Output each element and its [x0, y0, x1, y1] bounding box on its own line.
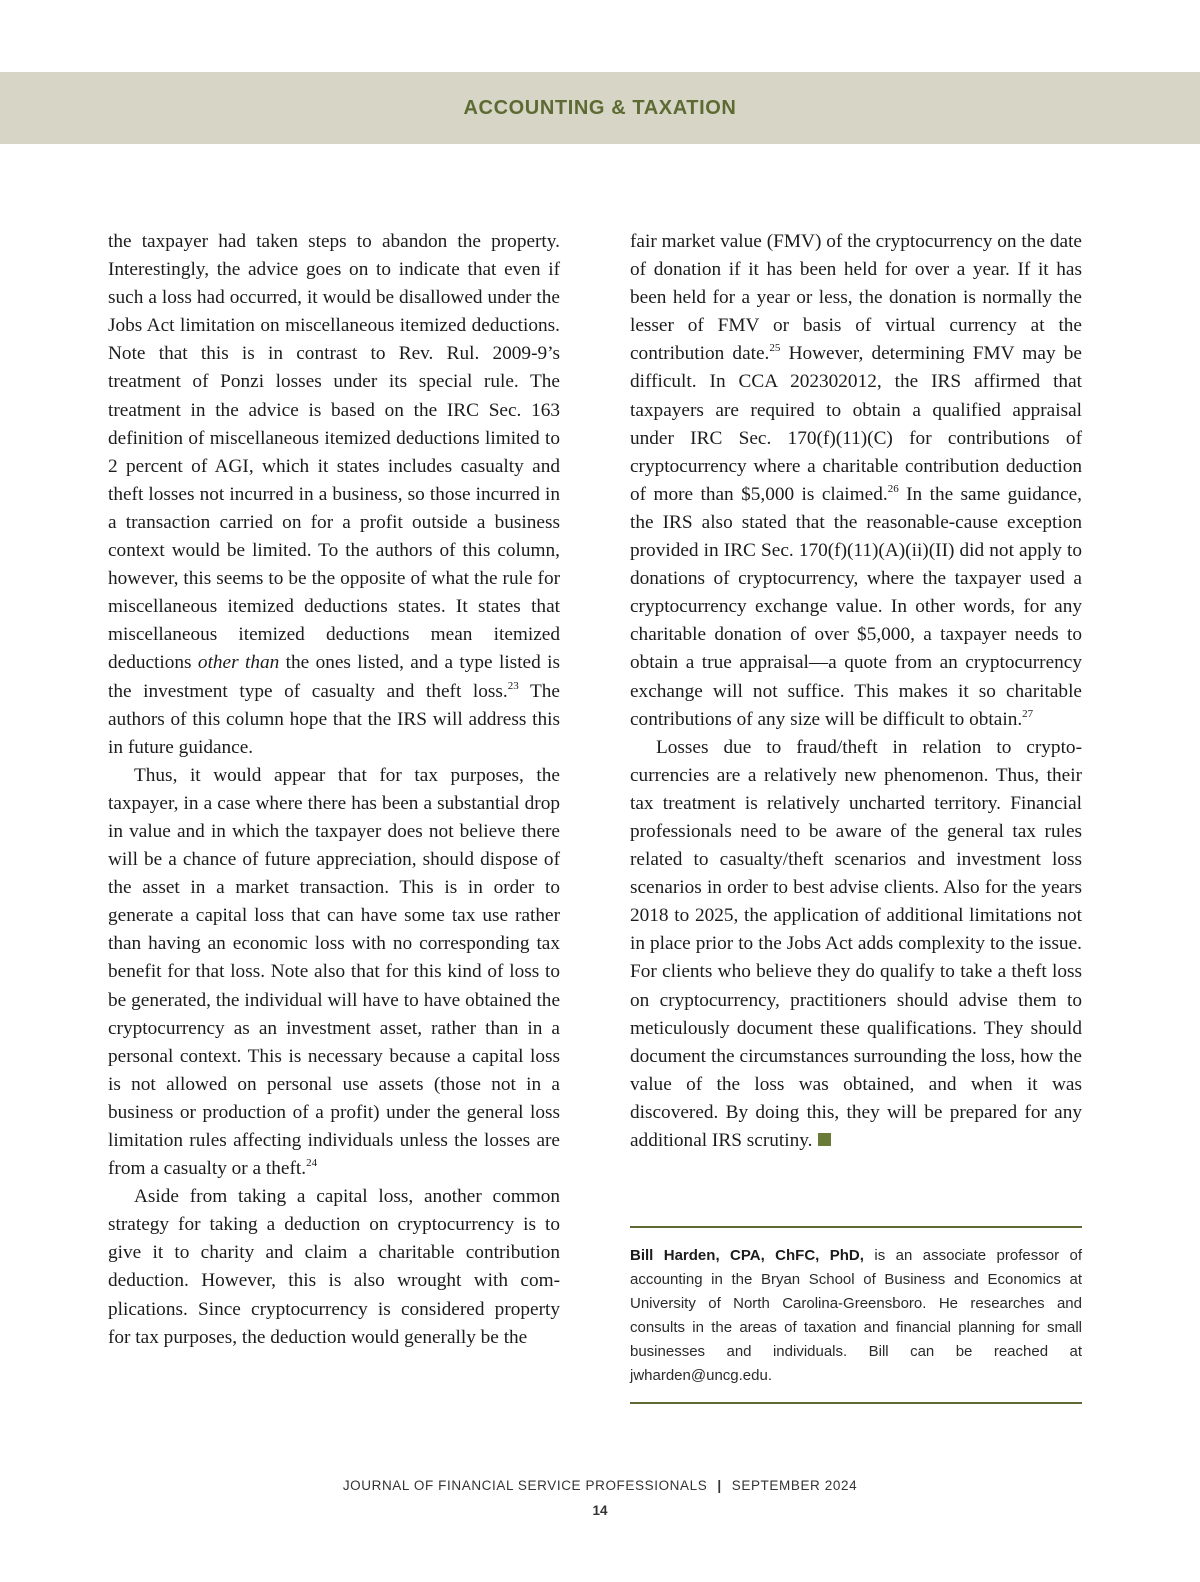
- page-footer: [0, 1478, 1200, 1493]
- paragraph: [630, 228, 1082, 734]
- footnote-ref: 26: [887, 482, 899, 495]
- paragraph: [630, 734, 1082, 1155]
- paragraph-text: The authors of this column hope that the IRS will address this in future guidance.: [108, 680, 560, 758]
- paragraph-text: Aside from taking a capital loss, another common strategy for taking a deduction on cryptocurrency is to give it to charity and claim a charitable contribution deduction. However, this is also wrought with complications. Since cryptocurrency is considered property for tax purposes, the deduction would generally be the: [108, 1186, 560, 1348]
- section-header-band: [0, 72, 1200, 144]
- paragraph-text: Losses due to fraud/theft in relation to cryptocurrencies are a relatively new phenomenon. Thus, their tax treatment is relatively uncharted territory. Financial professionals need to be aware of the general tax rules related to casualty/theft scenarios and investment loss scenarios in order to best advise clients. Also for the years 2018 to 2025, the application of additional limitations not in place prior to the Jobs Act adds complexity to the issue. For clients who believe they do qualify to take a theft loss on cryptocurrency, practitioners should advise them to meticulously document these qualifications. They should document the circumstances surrounding the loss, how the value of the loss was obtained, and when it was discovered. By doing this, they will be prepared for any additional IRS scrutiny.: [630, 736, 1082, 1151]
- paragraph: [108, 1183, 560, 1352]
- left-column: [108, 228, 560, 1352]
- author-name: Bill Harden, CPA, ChFC, PhD,: [630, 1247, 864, 1264]
- issue-date: SEPTEMBER 2024: [731, 1478, 858, 1493]
- paragraph-text: the ones listed, and a type listed is the investment type of casualty and theft loss.: [108, 652, 560, 702]
- page-number: 14: [592, 1503, 608, 1518]
- paragraph: [108, 762, 560, 1183]
- journal-name: JOURNAL OF FINANCIAL SERVICE PROFESSIONALS: [342, 1478, 708, 1493]
- right-column: [630, 228, 1082, 1155]
- footer-separator: |: [717, 1478, 722, 1493]
- paragraph-text: the taxpayer had taken steps to abandon the property. Interestingly, the advice goes on to indicate that even if such a loss had occurred, it would be disallowed under the Jobs Act limitation on miscellaneous itemized deductions. Note that this is in contrast to Rev. Rul. 2009-9’s treatment of Ponzi losses under its special rule. The treatment in the advice is based on the IRC Sec. 163 definition of miscellaneous itemized deductions limited to 2 percent of AGI, which it states includes casualty and theft losses not incurred in a business, so those incurred in a transaction carried on for a profit outside a business context would be limited. To the authors of this column, however, this seems to be the opposite of what the rule for miscellaneous itemized deductions states. It states that miscellaneous itemized deductions mean itemized deductions: [108, 231, 560, 674]
- emphasis-text: other than: [197, 652, 280, 674]
- footnote-ref: 23: [507, 679, 519, 692]
- footnote-ref: 25: [769, 342, 781, 355]
- paragraph-text: In the same guidance, the IRS also stated that the reasonable-cause exception provided in IRC Sec. 170(f)(11)(A)(ii)(II) did not apply to donations of cryptocurrency, where the taxpayer used a cryptocurrency exchange value. In other words, for any charitable donation of over $5,000, a taxpayer needs to obtain a true appraisal—a quote from an cryptocurrency exchange will not suffice. This makes it so charitable contributions of any size will be difficult to obtain.: [630, 483, 1082, 730]
- paragraph-text: However, determining FMV may be difficult. In CCA 202302012, the IRS affirmed that taxpayers are required to obtain a qualified appraisal under IRC Sec. 170(f)(11)(C) for contributions of cryptocurrency where a charitable contribution deduction of more than $5,000 is claimed.: [630, 343, 1082, 505]
- author-bio-text: is an associate professor of accounting in the Bryan School of Business and Economics at University of North Carolina-Greensboro. He researches and consults in the areas of taxation and financial planning for small businesses and individuals. Bill can be reached at jwharden@uncg.edu.: [630, 1247, 1083, 1384]
- footnote-ref: 24: [306, 1157, 318, 1170]
- paragraph: [108, 228, 560, 762]
- section-title: ACCOUNTING & TAXATION: [463, 96, 737, 119]
- footnote-ref: 27: [1022, 707, 1034, 720]
- author-bio: [630, 1226, 1082, 1404]
- paragraph-text: fair market value (FMV) of the cryptocurrency on the date of donation if it has been held for over a year. If it has been held for a year or less, the donation is normally the lesser of FMV or basis of virtual currency at the contribution date.: [630, 231, 1082, 365]
- paragraph-text: Thus, it would appear that for tax purposes, the taxpayer, in a case where there has been a substantial drop in value and in which the taxpayer does not believe there will be a chance of future appreciation, should dispose of the asset in a market transaction. This is in order to generate a capital loss that can have some tax use rather than having an economic loss with no corresponding tax benefit for that loss. Note also that for this kind of loss to be generated, the individual will have to have obtained the cryptocurrency as an investment asset, rather than in a personal context. This is necessary because a capital loss is not allowed on personal use assets (those not in a business or production of a profit) under the general loss limitation rules affecting individuals unless the losses are from a casualty or a theft.: [108, 764, 560, 1180]
- square-end-mark-icon: [818, 1133, 831, 1146]
